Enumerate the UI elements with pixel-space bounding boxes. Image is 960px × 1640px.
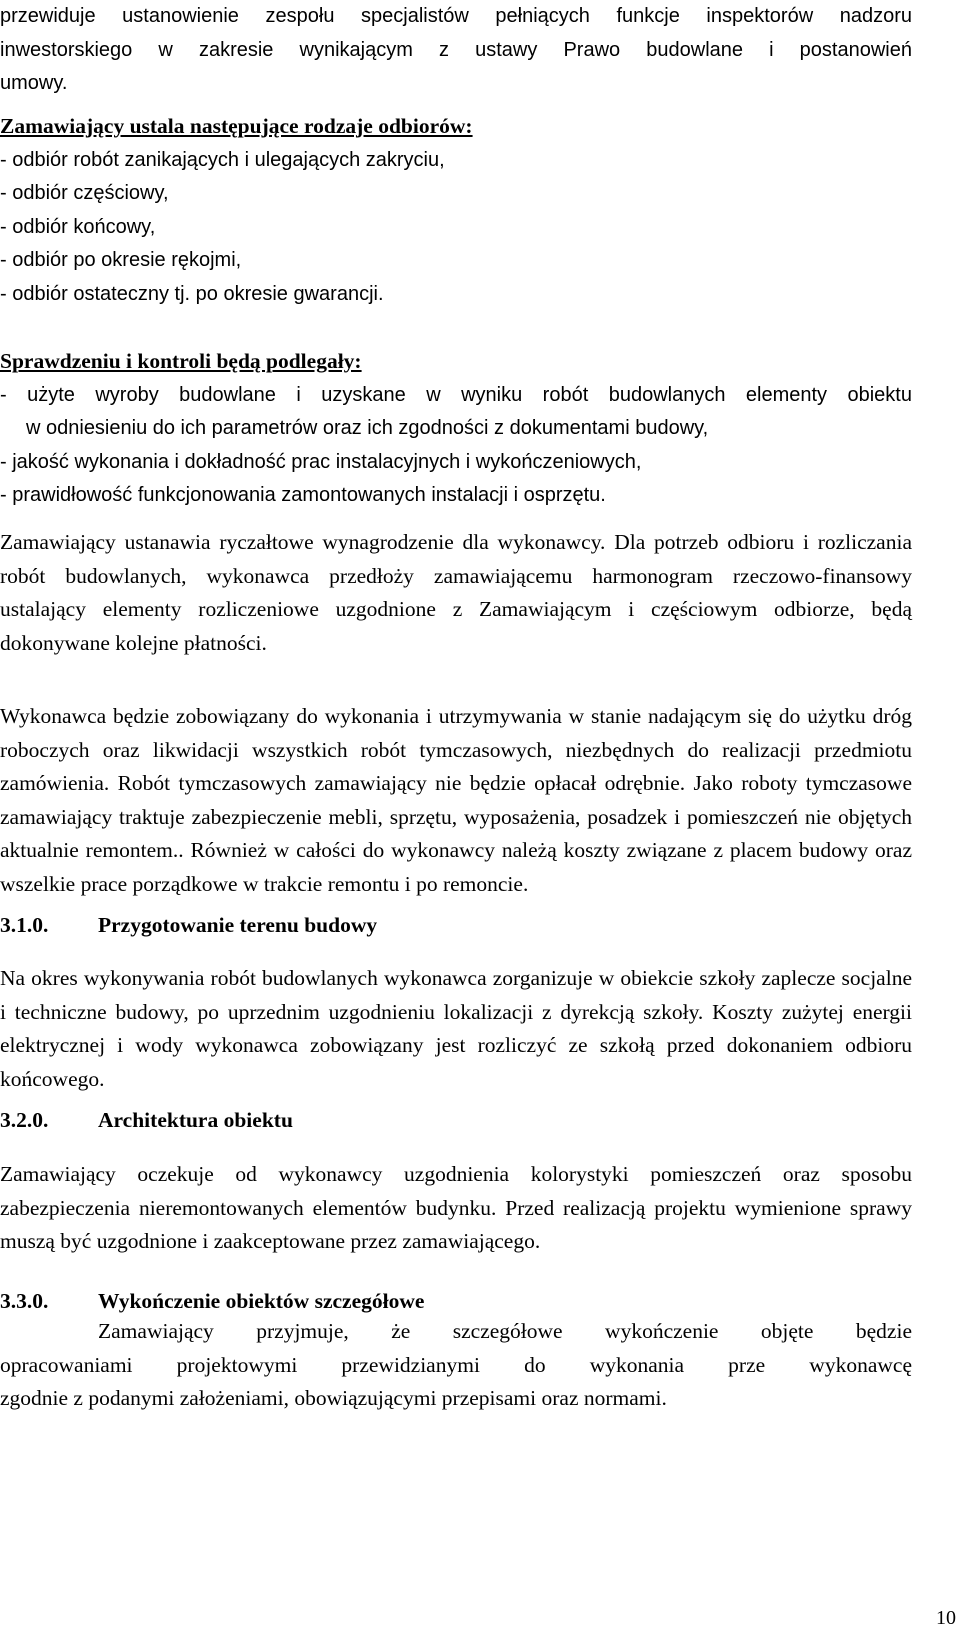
section-title: Architektura obiektu xyxy=(98,1108,293,1132)
list-item: - jakość wykonania i dokładność prac instalacyjnych i wykończeniowych, xyxy=(0,450,642,473)
list-item-continuation: w odniesieniu do ich parametrów oraz ich zgodności z dokumentami budowy, xyxy=(26,417,709,439)
list-item: - odbiór po okresie rękojmi, xyxy=(0,249,242,271)
list-item: - użyte wyroby budowlane i uzyskane w wyniku robót budowlanych elementy obiektu xyxy=(0,383,912,406)
section-310-heading xyxy=(0,909,912,943)
section-number: 3.1.0. xyxy=(0,913,49,937)
body-line: opracowaniami projektowymi przewidzianymi do wykonania prze wykonawcę xyxy=(0,1352,912,1377)
drogi-paragraph: Wykonawca będzie zobowiązany do wykonania i utrzymywania w stanie nadającym się do użytku dróg roboczych oraz likwidacji wszystkich robót tymczasowych, niezbędnych do realizacji przedmiotu zamówienia. Robót tymczasowych zamawiający nie będzie opłacał odrębnie. Jako roboty tymczasowe zamawiający traktuje zabezpieczenie mebli, sprzętu, wyposażenia, posadzek i pomieszczeń nie objętych aktualnie remontem.. Również w całości do wykonawcy należą koszty związane z placem budowy oraz wszelkie prace porządkowe w trakcie remontu i po remoncie. xyxy=(0,704,912,896)
body-line: Zamawiający przyjmuje, że szczegółowe wykończenie objęte będzie xyxy=(98,1319,912,1343)
section-310-body: Na okres wykonywania robót budowlanych wykonawca zorganizuje w obiekcie szkoły zaplecze socjalne i techniczne budowy, po uprzednim uzgodnieniu lokalizacji z dyrekcją szkoły. Koszty zużytej energii elektrycznej i wody wykonawca zobowiązany jest rozliczyć ze szkołą przed dokonaniem odbioru końcowego. xyxy=(0,966,912,1091)
list-item: - prawidłowość funkcjonowania zamontowanych instalacji i osprzętu. xyxy=(0,484,606,506)
list-item: - odbiór ostateczny tj. po okresie gwarancji. xyxy=(0,282,384,305)
section-number: 3.3.0. xyxy=(0,1289,49,1313)
list-item: - odbiór robót zanikających i ulegających zakryciu, xyxy=(0,148,445,171)
page-number: 10 xyxy=(936,1607,956,1629)
body-line: zgodnie z podanymi założeniami, obowiązującymi przepisami oraz normami. xyxy=(0,1386,667,1410)
rozliczenie-paragraph: Zamawiający ustanawia ryczałtowe wynagrodzenie dla wykonawcy. Dla potrzeb odbioru i rozliczania robót budowlanych, wykonawca przedłoży zamawiającemu harmonogram rzeczowo-finansowy ustalający elementy rozliczeniowe uzgodnione z Zamawiającym i częściowym odbiorze, będą dokonywane kolejne płatności. xyxy=(0,530,912,655)
intro-paragraph xyxy=(0,0,912,101)
odbiory-list xyxy=(0,144,912,312)
kontrola-section xyxy=(0,345,912,513)
section-330-heading xyxy=(0,1285,912,1319)
intro-line: przewiduje ustanowienie zespołu specjalistów pełniących funkcje inspektorów nadzoru xyxy=(0,5,912,27)
section-330-body xyxy=(0,1315,912,1416)
odbiory-section xyxy=(0,110,912,311)
section-number: 3.2.0. xyxy=(0,1108,49,1132)
section-320-heading xyxy=(0,1104,912,1138)
kontrola-heading: Sprawdzeniu i kontroli będą podlegały: xyxy=(0,349,362,373)
section-320-body: Zamawiający oczekuje od wykonawcy uzgodnienia kolorystyki pomieszczeń oraz sposobu zabezpieczenia nieremontowanych elementów budynku. Przed realizacją projektu wymienione sprawy muszą być uzgodnione i zaakceptowane przez zamawiającego. xyxy=(0,1162,912,1253)
list-item: - odbiór końcowy, xyxy=(0,215,156,238)
section-title: Wykończenie obiektów szczegółowe xyxy=(98,1289,425,1313)
intro-line: umowy. xyxy=(0,72,68,94)
list-item: - odbiór częściowy, xyxy=(0,182,169,204)
section-title: Przygotowanie terenu budowy xyxy=(98,913,378,937)
odbiory-heading: Zamawiający ustala następujące rodzaje odbiorów: xyxy=(0,114,473,138)
intro-line: inwestorskiego w zakresie wynikającym z ustawy Prawo budowlane i postanowień xyxy=(0,38,912,61)
kontrola-list xyxy=(0,379,912,513)
